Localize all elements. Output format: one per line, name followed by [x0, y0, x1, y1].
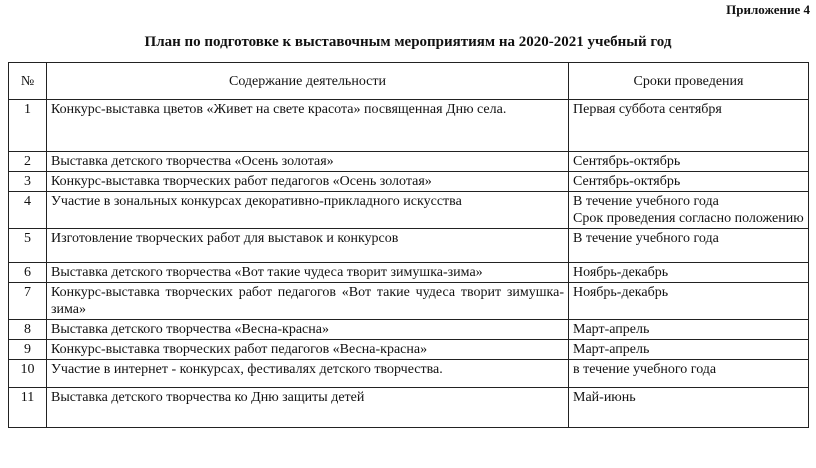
- row-number: 4: [9, 192, 47, 229]
- table-row: [9, 340, 809, 360]
- row-content: Конкурс-выставка цветов «Живет на свете красота» посвященная Дню села.: [47, 100, 569, 152]
- row-period: Март-апрель: [569, 320, 809, 340]
- column-header-content: Содержание деятельности: [47, 63, 569, 100]
- row-content: Выставка детского творчества «Осень золотая»: [47, 152, 569, 172]
- row-number: 5: [9, 229, 47, 263]
- row-number: 10: [9, 360, 47, 388]
- row-period: в течение учебного года: [569, 360, 809, 388]
- row-period-main: В течение учебного года: [573, 194, 719, 209]
- row-period: Сентябрь-октябрь: [569, 152, 809, 172]
- row-content: Участие в зональных конкурсах декоративно-прикладного искусства: [47, 192, 569, 229]
- row-content: Выставка детского творчества «Весна-красна»: [47, 320, 569, 340]
- row-content: Конкурс-выставка творческих работ педагогов «Осень золотая»: [47, 172, 569, 192]
- column-header-period: Сроки проведения: [569, 63, 809, 100]
- row-number: 9: [9, 340, 47, 360]
- row-period: Март-апрель: [569, 340, 809, 360]
- row-period: Сентябрь-октябрь: [569, 172, 809, 192]
- table-row: [9, 152, 809, 172]
- table-row: [9, 263, 809, 283]
- column-header-number: №: [9, 63, 47, 100]
- row-period: Май-июнь: [569, 388, 809, 428]
- row-period: Ноябрь-декабрь: [569, 283, 809, 320]
- row-content: Выставка детского творчества ко Дню защиты детей: [47, 388, 569, 428]
- row-number: 2: [9, 152, 47, 172]
- row-number: 8: [9, 320, 47, 340]
- table-row: [9, 320, 809, 340]
- table-row: [9, 283, 809, 320]
- appendix-label: Приложение 4: [726, 2, 810, 17]
- row-period: [569, 192, 809, 229]
- row-period: В течение учебного года: [569, 229, 809, 263]
- row-content: Участие в интернет - конкурсах, фестивалях детского творчества.: [47, 360, 569, 388]
- row-content: Изготовление творческих работ для выставок и конкурсов: [47, 229, 569, 263]
- row-period-note: Срок проведения согласно положению: [573, 211, 804, 226]
- row-number: 1: [9, 100, 47, 152]
- row-number: 6: [9, 263, 47, 283]
- row-content: Выставка детского творчества «Вот такие чудеса творит зимушка-зима»: [47, 263, 569, 283]
- document-title: План по подготовке к выставочным мероприятиям на 2020-2021 учебный год: [144, 34, 672, 50]
- row-period: Ноябрь-декабрь: [569, 263, 809, 283]
- table-row: [9, 388, 809, 428]
- row-number: 11: [9, 388, 47, 428]
- table-row: [9, 229, 809, 263]
- table-row: [9, 100, 809, 152]
- row-number: 3: [9, 172, 47, 192]
- row-content: Конкурс-выставка творческих работ педагогов «Весна-красна»: [47, 340, 569, 360]
- table-row: [9, 360, 809, 388]
- exhibition-plan-table: [8, 62, 809, 428]
- table-row: [9, 172, 809, 192]
- row-number: 7: [9, 283, 47, 320]
- row-content: Конкурс-выставка творческих работ педагогов «Вот такие чудеса творит зимушка-зима»: [47, 283, 569, 320]
- table-row: [9, 192, 809, 229]
- row-period: Первая суббота сентября: [569, 100, 809, 152]
- table-header-row: [9, 63, 809, 100]
